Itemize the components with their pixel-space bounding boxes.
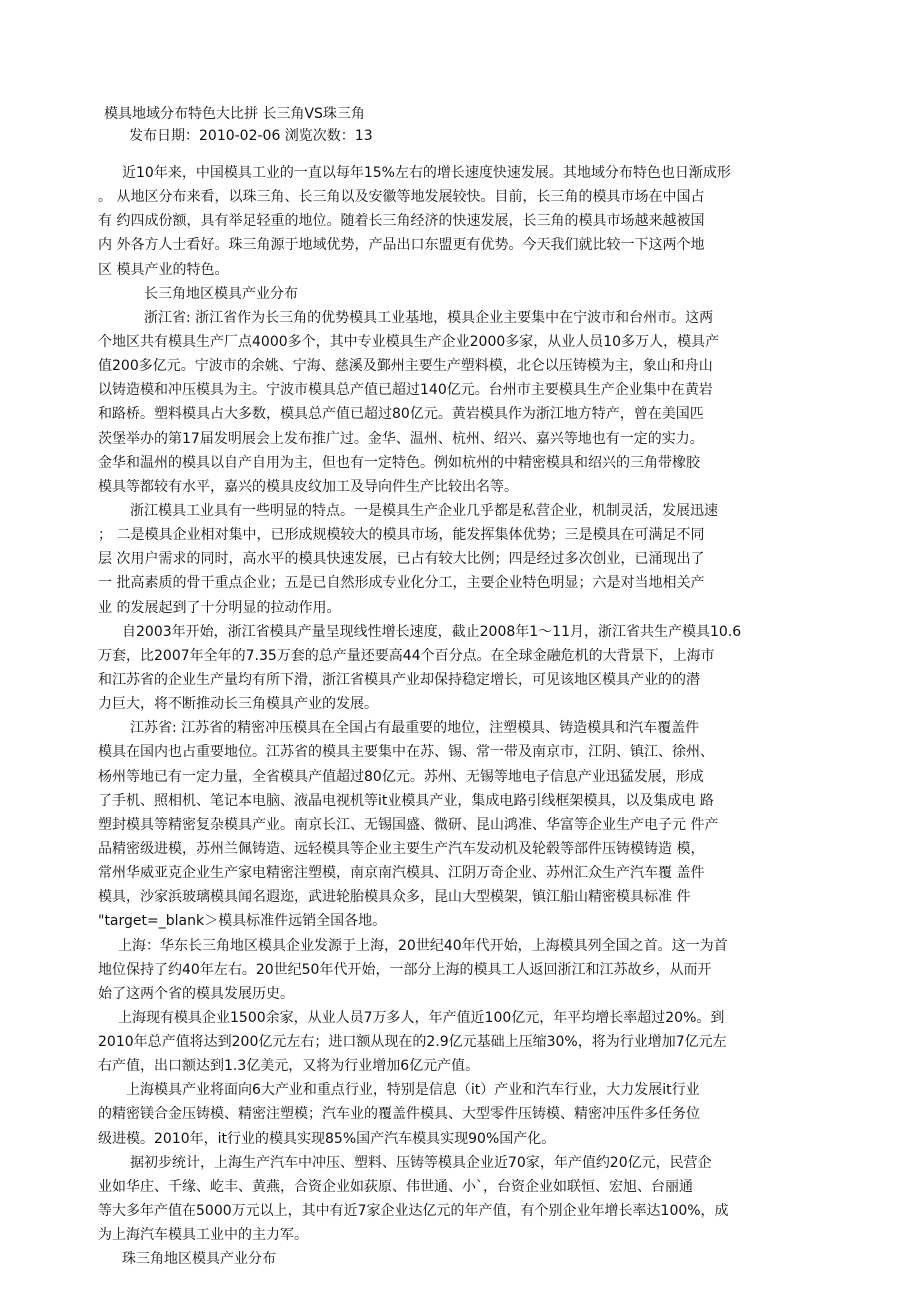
text-line: 杨州等地已有一定力量，全省模具产值超过80亿元。苏州、无锡等地电子信息产业迅猛发展，形成 (98, 768, 704, 785)
text-line: 和江苏省的企业生产量均有所下滑，浙江省模具产业却保持稳定增长，可见该地区模具产业的的潜 (98, 671, 700, 688)
text-line: 等大多年产值在5000万元以上，其中有近7家企业达亿元的年产值，有个别企业年增长率达100%，成 (98, 1203, 729, 1220)
text-line: 浙江省: 浙江省作为长三角的优势模具工业基地，模具企业主要集中在宁波市和台州市。这两 (144, 309, 714, 326)
text-line: 右产值，出口额达到1.3亿美元，又将为行业增加6亿元产值。 (98, 1058, 480, 1075)
text-line: 有 约四成份额，具有举足轻重的地位。随着长三角经济的快速发展，长三角的模具市场越来越被国 (98, 213, 705, 230)
text-line: 浙江模具工业具有一些明显的特点。一是模具生产企业几乎都是私营企业，机制灵活，发展迅速 (130, 502, 718, 519)
section-heading: 珠三角地区模具产业分布 (122, 1251, 276, 1268)
text-line: 据初步统计，上海生产汽车中冲压、塑料、压铸等模具企业近70家，年产值约20亿元，民营企 (130, 1154, 712, 1171)
text-line: 个地区共有模具生产厂点4000多个，其中专业模具生产企业2000多家，从业人员10多万人，模具产 (98, 333, 720, 350)
text-line: 模具在国内也占重要地位。江苏省的模具主要集中在苏、锡、常一带及南京市，江阴、镇江、徐州、 (98, 744, 714, 761)
text-line: 上海：华东长三角地区模具企业发源于上海，20世纪40年代开始，上海模具列全国之首。这一为首 (118, 937, 728, 954)
text-line: 级进模。2010年，it行业的模具实现85%国产汽车模具实现90%国产化。 (98, 1130, 556, 1147)
article-body (98, 161, 826, 1271)
text-line: 常州华威亚克企业生产家电精密注塑模，南京南汽模具、江阴万奇企业、苏州汇众生产汽车覆 盖件 (98, 865, 705, 882)
text-line: 近10年来，中国模具工业的一直以每年15%左右的增长速度快速发展。其地域分布特色也日渐成形 (122, 165, 731, 181)
text-line: 业 的发展起到了十分明显的拉动作用。 (98, 599, 341, 616)
text-line: 值200多亿元。宁波市的余姚、宁海、慈溪及鄞州主要生产塑料模，北仑以压铸模为主，象山和舟山 (98, 358, 713, 375)
publish-info: 发布日期：2010-02-06 浏览次数：13 (129, 128, 373, 144)
text-line: 万套，比2007年全年的7.35万套的总产量还要高44个百分点。在全球金融危机的大背景下，上海市 (98, 647, 715, 664)
text-line: 塑封模具等精密复杂模具产业。南京长江、无锡国盛、微研、昆山鸿准、华富等企业生产电子元 件产 (98, 816, 719, 833)
text-line: 业如华庄、千缘、屹丰、黄燕，合资企业如荻原、伟世通、小`，台资企业如联恒、宏旭、台丽通 (98, 1178, 693, 1195)
text-line: 。 从地区分布来看，以珠三角、长三角以及安徽等地发展较快。目前，长三角的模具市场在中国占 (98, 189, 705, 206)
text-line: 江苏省: 江苏省的精密冲压模具在全国占有最重要的地位，注塑模具、铸造模具和汽车覆盖件 (130, 720, 700, 737)
text-line: 模具，沙家浜玻璃模具闻名遐迩，武进轮胎模具众多，昆山大型模架，镇江船山精密模具标准 件 (98, 889, 691, 906)
text-line: 一 批高素质的骨干重点企业；五是已自然形成专业化分工，主要企业特色明显；六是对当地相关产 (98, 575, 705, 592)
text-line: 茨堡举办的第17届发明展会上发布推广过。金华、温州、杭州、绍兴、嘉兴等地也有一定的实力。 (98, 430, 704, 447)
text-line: 内 外各方人士看好。珠三角源于地域优势，产品出口东盟更有优势。今天我们就比较一下这两个地 (98, 237, 705, 254)
text-line: 了手机、照相机、笔记本电脑、液晶电视机等it业模具产业，集成电路引线框架模具，以及集成电 路 (98, 792, 714, 809)
text-line: 金华和温州的模具以自产自用为主，但也有一定特色。例如杭州的中精密模具和绍兴的三角带橡胶 (98, 454, 700, 471)
text-line: 以铸造模和冲压模具为主。宁波市模具总产值已超过140亿元。台州市主要模具生产企业集中在黄岩 (98, 382, 713, 399)
text-line: 层 次用户需求的同时，高水平的模具快速发展，已占有较大比例；四是经过多次创业，已涌现出了 (98, 551, 705, 568)
text-line: ； 二是模具企业相对集中，已形成规模较大的模具市场，能发挥集体优势；三是模具在可满足不同 (98, 527, 705, 544)
text-line: 模具等都较有水平，嘉兴的模具皮纹加工及导向件生产比较出名等。 (98, 478, 518, 495)
text-line: 力巨大，将不断推动长三角模具产业的发展。 (98, 696, 378, 713)
text-line: 品精密级进模，苏州兰佩铸造、远轻模具等企业主要生产汽车发动机及轮毂等部件压铸模铸造 模， (98, 840, 705, 857)
text-line: 和路桥。塑料模具占大多数，模具总产值已超过80亿元。黄岩模具作为浙江地方特产，曾在美国匹 (98, 406, 704, 423)
text-line: 上海现有模具企业1500余家，从业人员7万多人，年产值近100亿元，年平均增长率超过20%。到 (118, 1009, 725, 1026)
text-line: 自2003年开始，浙江省模具产量呈现线性增长速度，截止2008年1～11月，浙江省共生产模具10.6 (122, 623, 742, 640)
text-line: 2010年总产值将达到200亿元左右；进口额从现在的2.9亿元基础上压缩30%，将为行业增加7亿元左 (98, 1034, 727, 1051)
text-line: 上海模具产业将面向6大产业和重点行业，特别是信息（it）产业和汽车行业，大力发展it行业 (126, 1082, 700, 1099)
section-heading: 长三角地区模具产业分布 (144, 285, 298, 302)
article-title: 模具地域分布特色大比拼 长三角VS珠三角 (104, 106, 365, 122)
text-line: 始了这两个省的模具发展历史。 (98, 985, 294, 1002)
text-line: 为上海汽车模具工业中的主力军。 (98, 1227, 308, 1244)
text-line: 地位保持了约40年左右。20世纪50年代开始，一部分上海的模具工人返回浙江和江苏故乡，从而开 (98, 961, 712, 978)
text-line: "target=_blank＞模具标准件远销全国各地。 (98, 913, 387, 930)
text-line: 区 模具产业的特色。 (98, 261, 229, 278)
text-line: 的精密镁合金压铸模、精密注塑模；汽车业的覆盖件模具、大型零件压铸模、精密冲压件多任务位 (98, 1106, 700, 1123)
